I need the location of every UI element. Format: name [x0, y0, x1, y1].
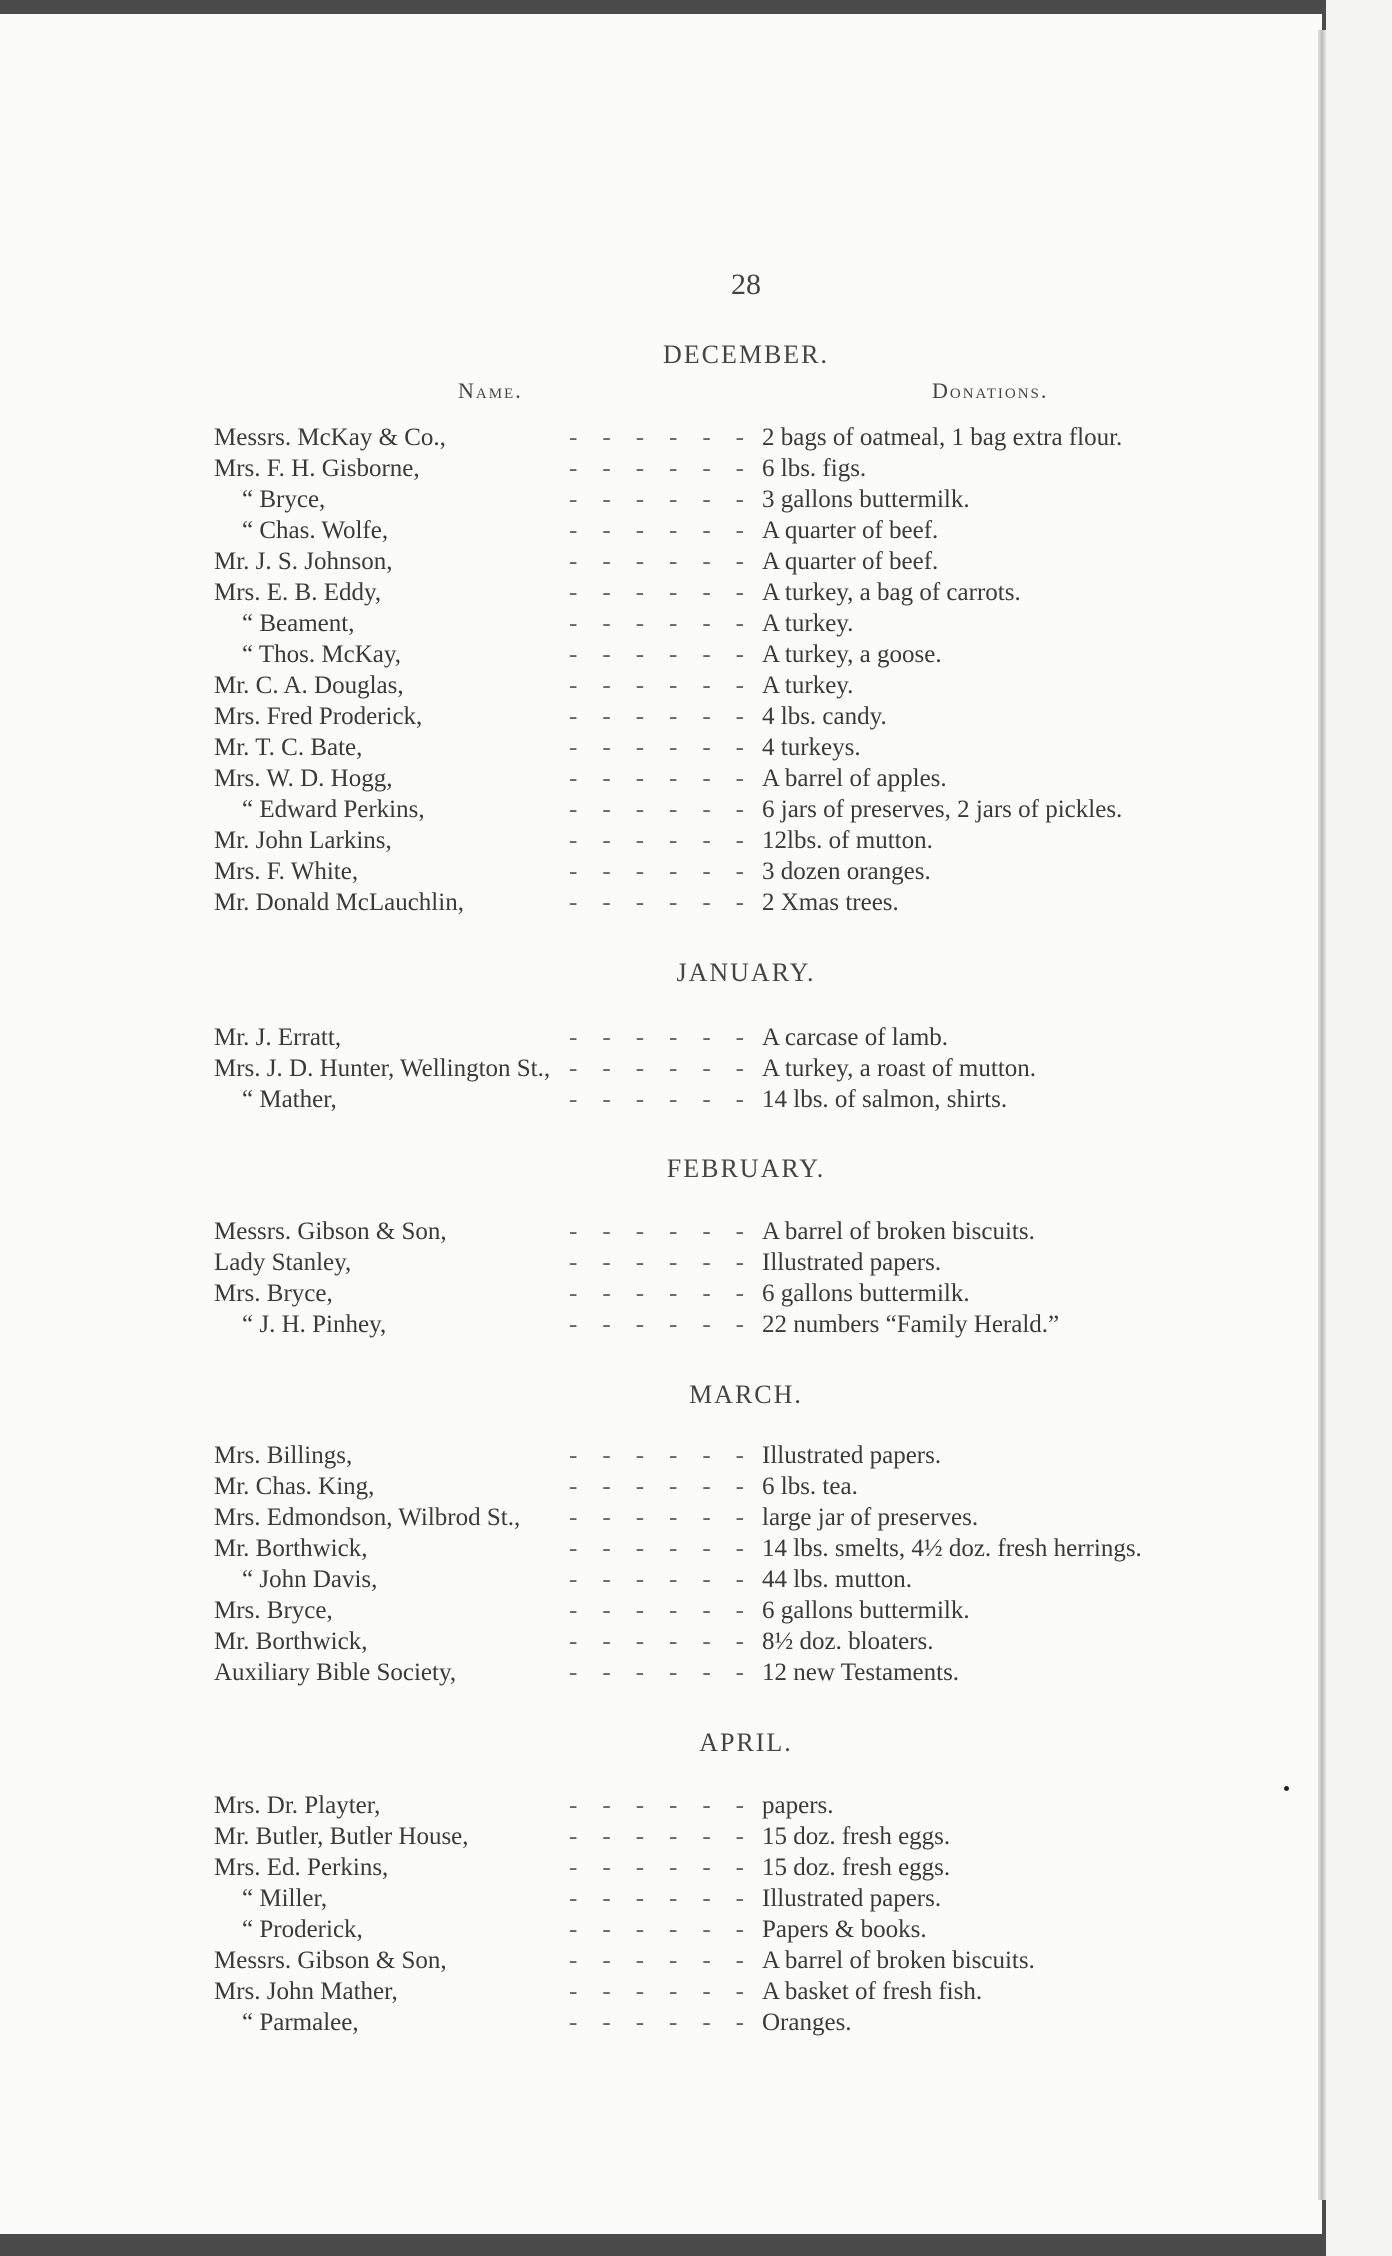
donation-description: 14 lbs. of salmon, shirts. — [762, 1086, 1008, 1113]
leader-dashes: - - - - - - — [569, 765, 744, 792]
donor-name: Mrs. E. B. Eddy, — [214, 577, 391, 608]
leader-dashes: - - - - - - — [569, 610, 744, 637]
donation-description: 8½ doz. bloaters. — [762, 1628, 934, 1655]
leader-dashes: - - - - - - — [569, 858, 744, 885]
leader-dashes: - - - - - - — [569, 1792, 744, 1819]
leader-dashes: - - - - - - — [569, 1947, 744, 1974]
donation-row — [214, 1216, 1314, 1247]
donation-description: 4 lbs. candy. — [762, 703, 887, 730]
leader-dashes: - - - - - - — [569, 734, 744, 761]
donor-name: Mrs. Edmondson, Wilbrod St., — [214, 1502, 530, 1533]
donor-name: Mr. Borthwick, — [214, 1626, 377, 1657]
donation-row — [214, 639, 1314, 670]
donor-name: Mrs. Bryce, — [214, 1595, 343, 1626]
donation-description: 4 turkeys. — [762, 734, 861, 761]
donor-name: Mrs. Fred Proderick, — [214, 701, 432, 732]
donor-name: Mr. Butler, Butler House, — [214, 1821, 479, 1852]
donation-description: A barrel of broken biscuits. — [762, 1947, 1035, 1974]
donation-description: 2 bags of oatmeal, 1 bag extra flour. — [762, 424, 1123, 451]
column-header-name: Name. — [458, 378, 523, 403]
donation-description: A barrel of apples. — [762, 765, 947, 792]
leader-dashes: - - - - - - — [569, 1566, 744, 1593]
donation-description: A turkey. — [762, 610, 854, 637]
donation-row — [214, 825, 1314, 856]
leader-dashes: - - - - - - — [569, 486, 744, 513]
leader-dashes: - - - - - - — [569, 1218, 744, 1245]
facing-page-edge — [1326, 0, 1392, 2256]
donor-name: Messrs. McKay & Co., — [214, 422, 456, 453]
donation-description: 3 gallons buttermilk. — [762, 486, 970, 513]
donation-row — [214, 1626, 1314, 1657]
donation-description: 44 lbs. mutton. — [762, 1566, 913, 1593]
leader-dashes: - - - - - - — [569, 1628, 744, 1655]
donor-name: “ John Davis, — [242, 1564, 387, 1595]
donor-name: Mrs. W. D. Hogg, — [214, 763, 403, 794]
donation-description: Papers & books. — [762, 1916, 927, 1943]
leader-dashes: - - - - - - — [569, 1055, 744, 1082]
donation-row — [214, 1053, 1314, 1084]
donation-description: A quarter of beef. — [762, 548, 939, 575]
donation-description: Illustrated papers. — [762, 1442, 942, 1469]
leader-dashes: - - - - - - — [569, 827, 744, 854]
donation-row — [214, 794, 1314, 825]
donation-row — [214, 453, 1314, 484]
donation-row — [214, 1440, 1314, 1471]
donor-name: “ Chas. Wolfe, — [242, 515, 398, 546]
donation-description: A turkey, a goose. — [762, 641, 942, 668]
donation-description: 6 gallons buttermilk. — [762, 1280, 970, 1307]
month-heading: MARCH. — [689, 1380, 803, 1409]
leader-dashes: - - - - - - — [569, 579, 744, 606]
donation-row — [214, 1502, 1314, 1533]
donation-row — [214, 1945, 1314, 1976]
donor-name: Mrs. J. D. Hunter, Wellington St., — [214, 1053, 560, 1084]
donation-row — [214, 1564, 1314, 1595]
leader-dashes: - - - - - - — [569, 1473, 744, 1500]
donation-description: A barrel of broken biscuits. — [762, 1218, 1035, 1245]
donation-row — [214, 2007, 1314, 2038]
donor-name: “ Mather, — [242, 1084, 347, 1115]
donor-name: Mr. T. C. Bate, — [214, 732, 372, 763]
donation-description: Illustrated papers. — [762, 1249, 942, 1276]
donation-row — [214, 732, 1314, 763]
donation-row — [214, 856, 1314, 887]
leader-dashes: - - - - - - — [569, 517, 744, 544]
leader-dashes: - - - - - - — [569, 641, 744, 668]
donor-name: “ Edward Perkins, — [242, 794, 435, 825]
donor-name: Mr. C. A. Douglas, — [214, 670, 414, 701]
donation-row — [214, 1471, 1314, 1502]
donation-row — [214, 577, 1314, 608]
donation-description: 14 lbs. smelts, 4½ doz. fresh herrings. — [762, 1535, 1142, 1562]
page-spine-shadow — [1318, 30, 1326, 2200]
leader-dashes: - - - - - - — [569, 1280, 744, 1307]
leader-dashes: - - - - - - — [569, 703, 744, 730]
leader-dashes: - - - - - - — [569, 1311, 744, 1338]
leader-dashes: - - - - - - — [569, 672, 744, 699]
donation-row — [214, 763, 1314, 794]
donor-name: Mrs. F. White, — [214, 856, 368, 887]
donor-name: Mrs. F. H. Gisborne, — [214, 453, 430, 484]
month-heading: JANUARY. — [676, 958, 816, 987]
donation-row — [214, 515, 1314, 546]
donation-row — [214, 670, 1314, 701]
donation-row — [214, 1790, 1314, 1821]
donor-name: Mr. J. Erratt, — [214, 1022, 351, 1053]
donation-description: A quarter of beef. — [762, 517, 939, 544]
donation-description: 22 numbers “Family Herald.” — [762, 1311, 1060, 1338]
donation-description: 15 doz. fresh eggs. — [762, 1823, 951, 1850]
donor-name: Mrs. Dr. Playter, — [214, 1790, 390, 1821]
leader-dashes: - - - - - - — [569, 1916, 744, 1943]
leader-dashes: - - - - - - — [569, 548, 744, 575]
donation-row — [214, 701, 1314, 732]
leader-dashes: - - - - - - — [569, 424, 744, 451]
donor-name: Lady Stanley, — [214, 1247, 361, 1278]
donor-name: Messrs. Gibson & Son, — [214, 1945, 457, 1976]
donation-description: 12 new Testaments. — [762, 1659, 960, 1686]
donor-name: Mr. J. S. Johnson, — [214, 546, 403, 577]
donor-name: “ Miller, — [242, 1883, 337, 1914]
donation-row — [214, 484, 1314, 515]
donation-row — [214, 1821, 1314, 1852]
book-page — [0, 14, 1322, 2234]
donation-row — [214, 1533, 1314, 1564]
donation-description: 2 Xmas trees. — [762, 889, 899, 916]
donation-description: A carcase of lamb. — [762, 1024, 949, 1051]
donation-row — [214, 1657, 1314, 1688]
leader-dashes: - - - - - - — [569, 1885, 744, 1912]
donor-name: “ Parmalee, — [242, 2007, 369, 2038]
leader-dashes: - - - - - - — [569, 2009, 744, 2036]
donation-description: 12lbs. of mutton. — [762, 827, 933, 854]
leader-dashes: - - - - - - — [569, 1535, 744, 1562]
donation-row — [214, 1883, 1314, 1914]
donation-description: A turkey. — [762, 672, 854, 699]
leader-dashes: - - - - - - — [569, 1086, 744, 1113]
donor-name: Mr. John Larkins, — [214, 825, 402, 856]
donation-row — [214, 608, 1314, 639]
donation-row — [214, 1309, 1314, 1340]
month-heading: DECEMBER. — [662, 340, 830, 369]
leader-dashes: - - - - - - — [569, 1597, 744, 1624]
donation-description: A turkey, a bag of carrots. — [762, 579, 1021, 606]
donor-name: Auxiliary Bible Society, — [214, 1657, 466, 1688]
donation-description: A turkey, a roast of mutton. — [762, 1055, 1037, 1082]
page-number: 28 — [731, 268, 761, 301]
donor-name: Mr. Chas. King, — [214, 1471, 384, 1502]
donation-description: 15 doz. fresh eggs. — [762, 1854, 951, 1881]
leader-dashes: - - - - - - — [569, 1504, 744, 1531]
leader-dashes: - - - - - - — [569, 1978, 744, 2005]
donation-description: Illustrated papers. — [762, 1885, 942, 1912]
donation-row — [214, 1022, 1314, 1053]
donor-name: Mrs. Bryce, — [214, 1278, 343, 1309]
donor-name: “ Beament, — [242, 608, 364, 639]
donation-description: 6 lbs. tea. — [762, 1473, 858, 1500]
column-header-donations: Donations. — [932, 378, 1049, 403]
leader-dashes: - - - - - - — [569, 1024, 744, 1051]
leader-dashes: - - - - - - — [569, 1249, 744, 1276]
leader-dashes: - - - - - - — [569, 1854, 744, 1881]
leader-dashes: - - - - - - — [569, 889, 744, 916]
ink-speck — [1284, 1786, 1289, 1791]
leader-dashes: - - - - - - — [569, 796, 744, 823]
donation-row — [214, 1084, 1314, 1115]
donation-row — [214, 1247, 1314, 1278]
donor-name: Mrs. John Mather, — [214, 1976, 408, 2007]
donor-name: Messrs. Gibson & Son, — [214, 1216, 457, 1247]
donor-name: “ Bryce, — [242, 484, 335, 515]
leader-dashes: - - - - - - — [569, 1659, 744, 1686]
leader-dashes: - - - - - - — [569, 1823, 744, 1850]
leader-dashes: - - - - - - — [569, 455, 744, 482]
donor-name: Mr. Donald McLauchlin, — [214, 887, 474, 918]
donation-description: 6 gallons buttermilk. — [762, 1597, 970, 1624]
donor-name: Mrs. Ed. Perkins, — [214, 1852, 398, 1883]
donation-row — [214, 887, 1314, 918]
donation-description: papers. — [762, 1792, 834, 1819]
donation-description: large jar of preserves. — [762, 1504, 979, 1531]
donor-name: “ Proderick, — [242, 1914, 373, 1945]
donation-row — [214, 1595, 1314, 1626]
leader-dashes: - - - - - - — [569, 1442, 744, 1469]
donation-row — [214, 1852, 1314, 1883]
donation-description: 6 jars of preserves, 2 jars of pickles. — [762, 796, 1123, 823]
month-heading: APRIL. — [699, 1728, 793, 1757]
donation-description: Oranges. — [762, 2009, 852, 2036]
donor-name: Mr. Borthwick, — [214, 1533, 377, 1564]
donation-row — [214, 1914, 1314, 1945]
donation-row — [214, 1976, 1314, 2007]
donation-row — [214, 422, 1314, 453]
donor-name: Mrs. Billings, — [214, 1440, 362, 1471]
donation-description: A basket of fresh fish. — [762, 1978, 983, 2005]
donation-row — [214, 1278, 1314, 1309]
donation-description: 6 lbs. figs. — [762, 455, 867, 482]
donor-name: “ Thos. McKay, — [242, 639, 411, 670]
donation-description: 3 dozen oranges. — [762, 858, 931, 885]
donation-row — [214, 546, 1314, 577]
month-heading: FEBRUARY. — [666, 1154, 826, 1183]
donor-name: “ J. H. Pinhey, — [242, 1309, 396, 1340]
